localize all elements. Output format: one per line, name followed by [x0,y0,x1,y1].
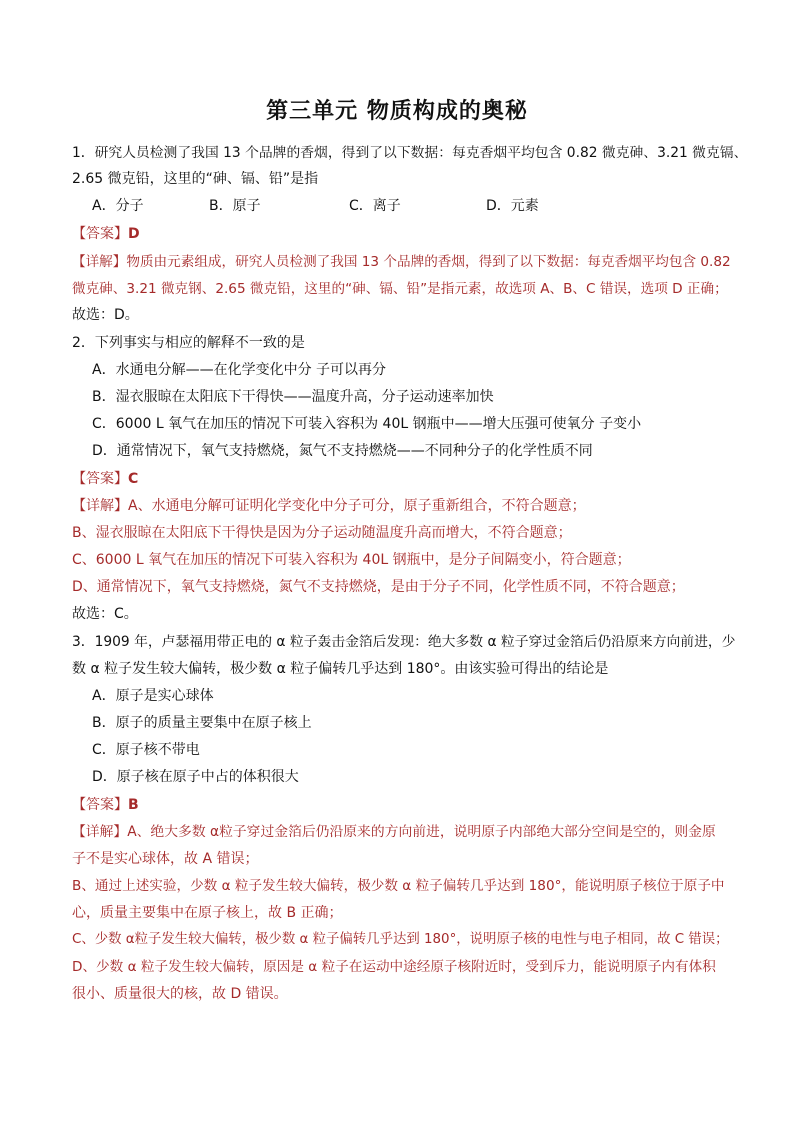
q1-detail-text1: 物质由元素组成，研究人员检测了我国 13 个品牌的香烟，得到了以下数据：每克香烟平均包含 0.82 [126,254,731,270]
q3-option-d: D．原子核在原子中占的体积很大 [92,769,299,785]
q1-detail-line1 [72,252,731,272]
q2-stem: 2．下列事实与相应的解释不一致的是 [72,335,305,351]
q2-option-b: B．湿衣服晾在太阳底下干得快——温度升高，分子运动速率加快 [92,389,494,405]
q3-detail-text1: A、绝大多数 α粒子穿过金箔后仍沿原来的方向前进，说明原子内部绝大部分空间是空的，则金原 [127,824,716,840]
detail-tag: 【详解】 [72,498,128,514]
q2-option-a: A．水通电分解——在化学变化中分 子可以再分 [92,362,387,378]
q3-option-b: B．原子的质量主要集中在原子核上 [92,715,312,731]
q1-option-a: A．分子 [92,198,144,214]
q1-answer-value: D [128,226,140,242]
q1-answer [72,224,140,244]
q2-detail-line1 [72,496,586,516]
q3-detail-line7: 很小、质量很大的核，故 D 错误。 [72,986,288,1002]
q3-stem-line1: 3．1909 年，卢瑟福用带正电的 α 粒子轰击金箔后发现：绝大多数 α 粒子穿过金箔后仍沿原来方向前进，少 [72,634,736,650]
q2-option-d: D．通常情况下，氧气支持燃烧，氮气不支持燃烧——不同种分子的化学性质不同 [92,443,593,459]
q1-stem-line2: 2.65 微克铅，这里的“砷、镉、铅”是指 [72,171,319,187]
q1-option-c: C．离子 [349,198,401,214]
q1-option-d: D．元素 [486,198,539,214]
q3-detail-line1 [72,822,716,842]
q3-detail-line4: 心，质量主要集中在原子核上，故 B 正确； [72,905,343,921]
answer-tag: 【答案】 [72,797,128,813]
q1-stem-line1: 1．研究人员检测了我国 13 个品牌的香烟，得到了以下数据：每克香烟平均包含 0.82 微克砷、3.21 微克镉、 [72,145,748,161]
page-title: 第三单元 物质构成的奥秘 [266,99,528,124]
q2-detail-line5: 故选：C。 [72,606,138,622]
q2-detail-line3: C、6000 L 氧气在加压的情况下可装入容积为 40L 钢瓶中，是分子间隔变小，符合题意； [72,552,631,568]
detail-tag: 【详解】 [72,824,128,840]
q2-option-c: C．6000 L 氧气在加压的情况下可装入容积为 40L 钢瓶中——增大压强可使氧分 子变小 [92,416,642,432]
q2-detail-line2: B、湿衣服晾在太阳底下干得快是因为分子运动随温度升高而增大，不符合题意； [72,525,572,541]
q1-detail-line3: 故选：D。 [72,307,139,323]
q3-detail-line6: D、少数 α 粒子发生较大偏转，原因是 α 粒子在运动中途经原子核附近时，受到斥力，能说明原子内有体积 [72,959,716,975]
q1-option-b: B．原子 [209,198,261,214]
q3-option-a: A．原子是实心球体 [92,688,214,704]
detail-tag: 【详解】 [72,254,127,270]
q2-answer [72,469,138,489]
q3-detail-line2: 子不是实心球体，故 A 错误； [72,851,259,867]
q3-answer [72,795,139,815]
answer-tag: 【答案】 [72,471,128,487]
q3-answer-value: B [128,797,139,813]
q3-stem-line2: 数 α 粒子发生较大偏转，极少数 α 粒子偏转几乎达到 180°。由该实验可得出的结论是 [72,661,609,677]
q3-detail-line3: B、通过上述实验，少数 α 粒子发生较大偏转，极少数 α 粒子偏转几乎达到 180°，能说明原子核位于原子中 [72,878,725,894]
answer-tag: 【答案】 [72,226,128,242]
q2-detail-line4: D、通常情况下，氧气支持燃烧，氮气不支持燃烧，是由于分子不同，化学性质不同，不符合题意； [72,579,685,595]
q2-detail-text1: A、水通电分解可证明化学变化中分子可分，原子重新组合，不符合题意； [128,498,586,514]
q1-detail-line2: 微克砷、3.21 微克钢、2.65 微克铅，这里的“砷、镉、铅”是指元素，故选项 A、B、C 错误，选项 D 正确； [72,281,728,297]
q2-answer-value: C [128,471,139,487]
q3-option-c: C．原子核不带电 [92,742,200,758]
q3-detail-line5: C、少数 α粒子发生较大偏转，极少数 α 粒子偏转几乎达到 180°，说明原子核的电性与电子相同，故 C 错误； [72,932,729,947]
